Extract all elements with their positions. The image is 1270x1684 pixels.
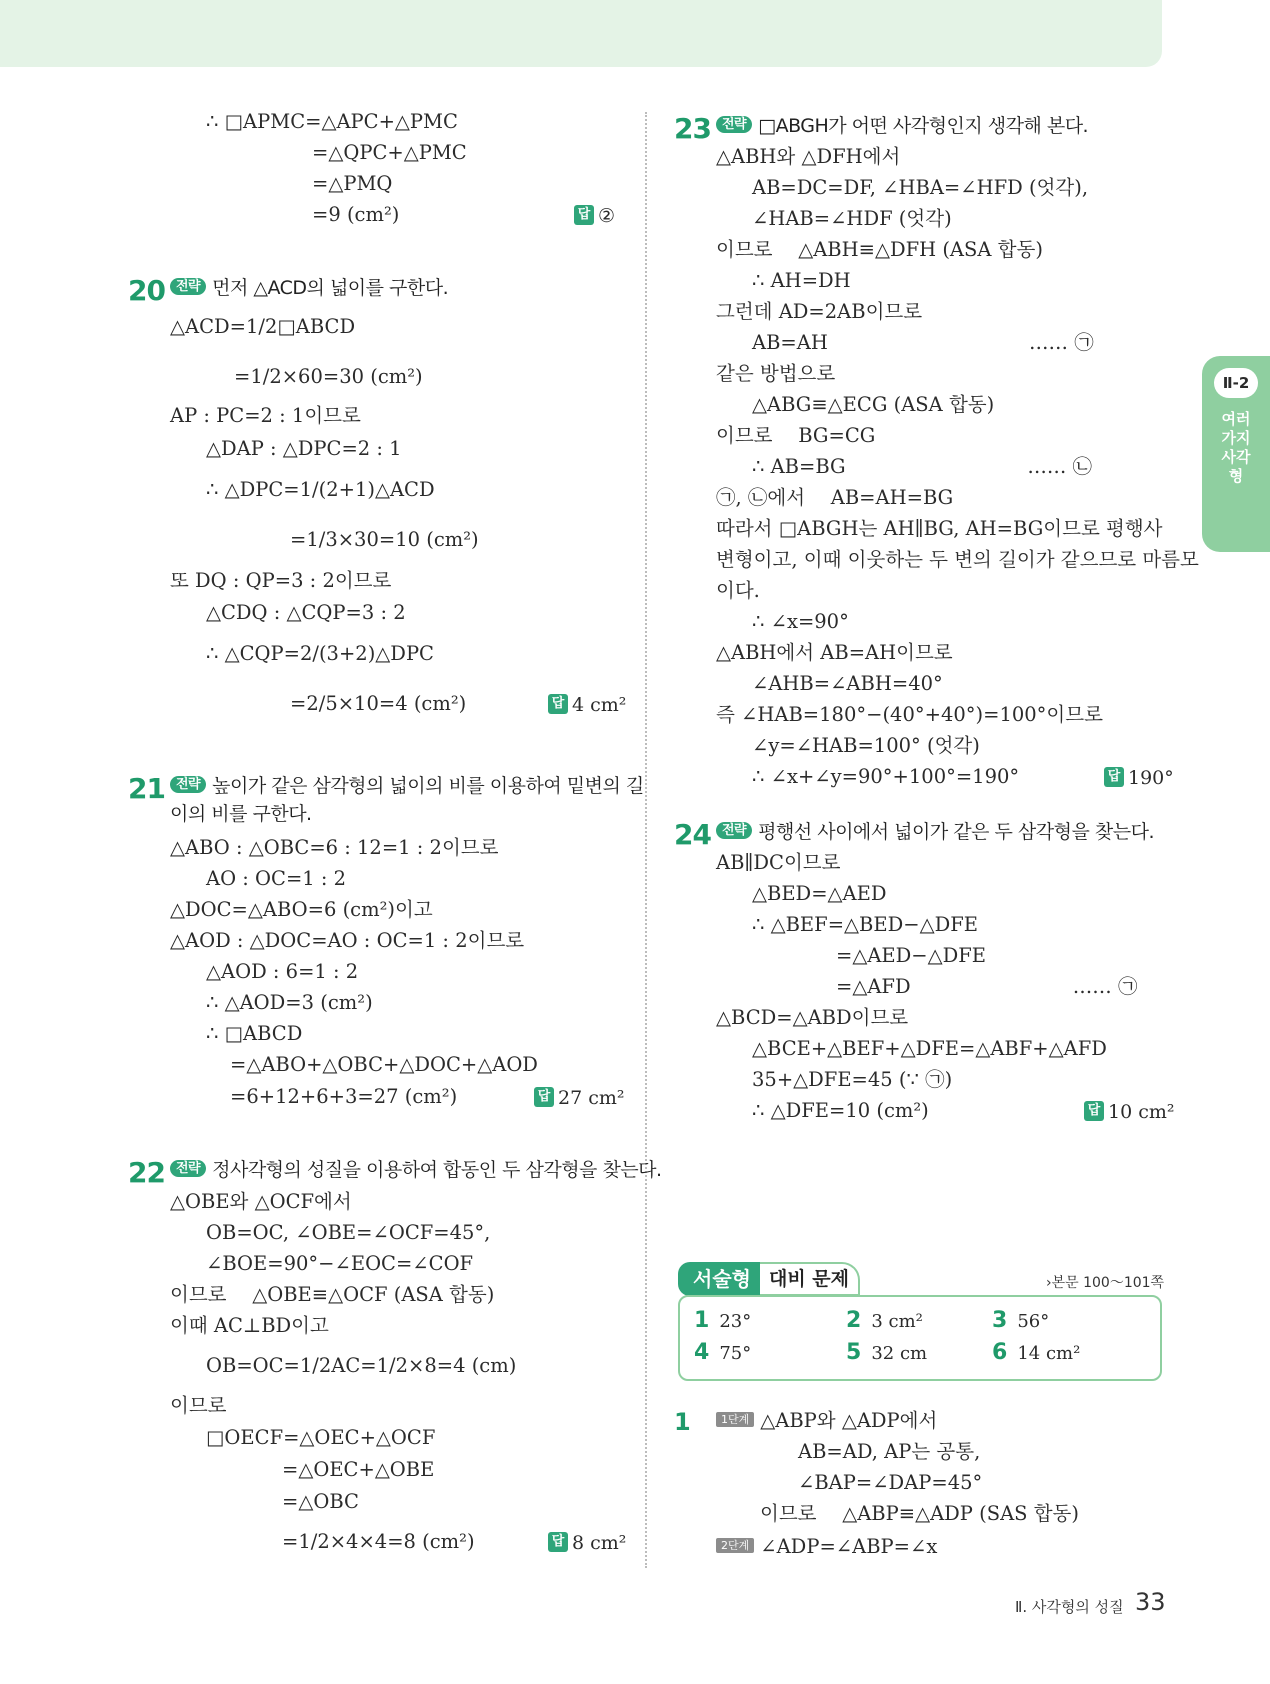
- p23-line: △ABH에서 AB=AH이므로: [716, 641, 953, 664]
- q1-line: 이므로 △ABP≡△ADP (SAS 합동): [760, 1502, 1079, 1525]
- p22-line: 이므로: [170, 1394, 227, 1417]
- p23-strategy: 전략 □ABGH가 어떤 사각형인지 생각해 본다.: [716, 117, 1088, 136]
- p24-line: △BCE+△BEF+△DFE=△ABF+△AFD: [752, 1037, 1107, 1060]
- p24-line: ∴ △BEF=△BED−△DFE: [752, 913, 978, 936]
- p23-answer: 답 190°: [1104, 767, 1174, 789]
- p23-line: △ABG≡△ECG (ASA 합동): [752, 393, 995, 416]
- p21-line: AO : OC=1 : 2: [206, 867, 347, 890]
- essay-page-ref: ›본문 100～101쪽: [1046, 1275, 1165, 1291]
- essay-answer-item: 5 32 cm: [846, 1340, 928, 1365]
- p23-line: ㉠, ㉡에서 AB=AH=BG: [716, 486, 954, 509]
- strategy-badge: 전략: [170, 1160, 206, 1177]
- p23-line: AB=AH …… ㉠: [752, 331, 1094, 354]
- p20-strategy: 전략 먼저 △ACD의 넓이를 구한다.: [170, 279, 448, 298]
- p23-line: ∠AHB=∠ABH=40°: [752, 672, 943, 695]
- p22-line: ∠BOE=90°−∠EOC=∠COF: [206, 1252, 474, 1275]
- p21-strategy: 전략 높이가 같은 삼각형의 넓이의 비를 이용하여 밑변의 길: [170, 777, 644, 796]
- chapter-title: 여러 가지 사각형: [1221, 410, 1251, 485]
- p23-line: 즉 ∠HAB=180°−(40°+40°)=100°이므로: [716, 703, 1103, 726]
- p22-line: △OBE와 △OCF에서: [170, 1190, 352, 1213]
- step-badge: 1단계: [716, 1412, 754, 1427]
- answer-mark-icon: 답: [1104, 767, 1124, 787]
- essay-answer-item: 6 14 cm²: [992, 1340, 1081, 1365]
- p23-line: ∴ AB=BG …… ㉡: [752, 455, 1093, 478]
- answer-mark-icon: 답: [548, 1532, 568, 1552]
- chevron-right-icon: ›: [1046, 1275, 1052, 1291]
- p20-line: ∴ △CQP=2/(3+2)△DPC: [206, 642, 434, 665]
- answer-mark-icon: 답: [534, 1087, 554, 1107]
- p20-line: AP : PC=2 : 1이므로: [170, 404, 361, 427]
- p20-line: =1/2×60=30 (cm²): [234, 365, 423, 388]
- p24-line: AB∥DC이므로: [716, 851, 841, 874]
- p21-line: =△ABO+△OBC+△DOC+△AOD: [230, 1053, 538, 1076]
- p24-answer: 답 10 cm²: [1084, 1101, 1175, 1123]
- strategy-badge: 전략: [716, 822, 752, 839]
- p21-line: ∴ △AOD=3 (cm²): [206, 991, 373, 1014]
- p24-line: △BED=△AED: [752, 882, 887, 905]
- essay-section-title: 서술형: [678, 1262, 766, 1296]
- p23-line: 이므로 BG=CG: [716, 424, 876, 447]
- p20-line: △ACD=1/2□ABCD: [170, 315, 356, 338]
- problem-number: 23: [674, 112, 711, 145]
- p20-line: =1/3×30=10 (cm²): [290, 528, 479, 551]
- p19-line: =9 (cm²): [312, 203, 400, 226]
- problem-number: 24: [674, 818, 711, 851]
- p22-line: OB=OC, ∠OBE=∠OCF=45°,: [206, 1221, 491, 1244]
- p23-line: AB=DC=DF, ∠HBA=∠HFD (엇각),: [752, 176, 1089, 199]
- chapter-number: Ⅱ-2: [1214, 368, 1258, 398]
- p23-line: ∠HAB=∠HDF (엇각): [752, 207, 952, 230]
- p23-line: ∴ ∠x=90°: [752, 610, 849, 633]
- strategy-badge: 전략: [716, 116, 752, 133]
- p19-line: =△PMQ: [312, 172, 393, 195]
- essay-answer-item: 4 75°: [694, 1340, 752, 1365]
- q1-line: AB=AD, AP는 공통,: [798, 1440, 981, 1463]
- p19-line: =△QPC+△PMC: [312, 141, 467, 164]
- p23-line: 같은 방법으로: [716, 362, 836, 385]
- answer-mark-icon: 답: [574, 205, 594, 225]
- p24-strategy: 전략 평행선 사이에서 넓이가 같은 두 삼각형을 찾는다.: [716, 823, 1154, 842]
- chapter-side-tab: [1202, 356, 1270, 552]
- p20-answer: 답 4 cm²: [548, 694, 626, 716]
- p23-line: ∴ AH=DH: [752, 269, 851, 292]
- p22-strategy: 전략 정사각형의 성질을 이용하여 합동인 두 삼각형을 찾는다.: [170, 1161, 662, 1180]
- p21-strategy-cont: 이의 비를 구한다.: [170, 803, 312, 825]
- p24-line: △BCD=△ABD이므로: [716, 1006, 909, 1029]
- p21-line: =6+12+6+3=27 (cm²): [230, 1085, 458, 1108]
- strategy-badge: 전략: [170, 776, 206, 793]
- answer-mark-icon: 답: [548, 694, 568, 714]
- p23-line: 이므로 △ABH≡△DFH (ASA 합동): [716, 238, 1043, 261]
- p22-line: □OECF=△OEC+△OCF: [206, 1426, 436, 1449]
- p23-line: 이다.: [716, 579, 760, 602]
- p21-line: △AOD : △DOC=AO : OC=1 : 2이므로: [170, 929, 525, 952]
- step-badge: 2단계: [716, 1538, 754, 1553]
- p23-line: ∴ ∠x+∠y=90°+100°=190°: [752, 765, 1020, 788]
- p19-line: ∴ □APMC=△APC+△PMC: [206, 110, 458, 133]
- header-band: [0, 0, 1162, 67]
- p23-line: 그런데 AD=2AB이므로: [716, 300, 923, 323]
- p20-line: =2/5×10=4 (cm²): [290, 692, 467, 715]
- p24-line: =△AED−△DFE: [836, 944, 987, 967]
- p23-line: 따라서 □ABGH는 AH∥BG, AH=BG이므로 평행사: [716, 517, 1163, 540]
- problem-number: 20: [128, 274, 165, 307]
- p24-line: 35+△DFE=45 (∵ ㉠): [752, 1068, 953, 1091]
- essay-answer-item: 2 3 cm²: [846, 1308, 923, 1333]
- p19-answer: 답 ②: [574, 205, 615, 227]
- p21-line: △AOD : 6=1 : 2: [206, 960, 359, 983]
- p21-line: △DOC=△ABO=6 (cm²)이고: [170, 898, 433, 921]
- p24-line: =△AFD …… ㉠: [836, 975, 1138, 998]
- q1-line: ∠BAP=∠DAP=45°: [798, 1471, 983, 1494]
- footer-chapter: Ⅱ. 사각형의 성질: [1015, 1598, 1124, 1616]
- p22-line: 이때 AC⊥BD이고: [170, 1314, 329, 1337]
- p21-line: △ABO : △OBC=6 : 12=1 : 2이므로: [170, 836, 499, 859]
- essay-section-subtitle: 대비 문제: [760, 1262, 860, 1296]
- essay-answer-item: 3 56°: [992, 1308, 1050, 1333]
- problem-number: 22: [128, 1156, 165, 1189]
- p23-line: △ABH와 △DFH에서: [716, 145, 901, 168]
- q1-line: 2단계 ∠ADP=∠ABP=∠x: [716, 1537, 937, 1557]
- p23-line: ∠y=∠HAB=100° (엇각): [752, 734, 980, 757]
- p22-line: =△OBC: [282, 1490, 359, 1513]
- strategy-badge: 전략: [170, 278, 206, 295]
- p20-line: △CDQ : △CQP=3 : 2: [206, 601, 406, 624]
- p21-line: ∴ □ABCD: [206, 1022, 303, 1045]
- problem-number: 21: [128, 772, 165, 805]
- column-divider: [645, 112, 647, 1568]
- p22-line: =1/2×4×4=8 (cm²): [282, 1530, 475, 1553]
- essay-answer-item: 1 23°: [694, 1308, 752, 1333]
- p21-answer: 답 27 cm²: [534, 1087, 625, 1109]
- q1-line: 1단계 △ABP와 △ADP에서: [716, 1411, 937, 1431]
- p23-line: 변형이고, 이때 이웃하는 두 변의 길이가 같으므로 마름모: [716, 548, 1199, 571]
- page-number: 33: [1135, 1588, 1166, 1616]
- p20-line: △DAP : △DPC=2 : 1: [206, 437, 402, 460]
- p24-line: ∴ △DFE=10 (cm²): [752, 1099, 929, 1122]
- p22-answer: 답 8 cm²: [548, 1532, 626, 1554]
- p22-line: 이므로 △OBE≡△OCF (ASA 합동): [170, 1283, 495, 1306]
- p22-line: OB=OC=1/2AC=1/2×8=4 (cm): [206, 1354, 517, 1377]
- p20-line: 또 DQ : QP=3 : 2이므로: [170, 569, 392, 592]
- problem-number: 1: [674, 1408, 690, 1436]
- p20-line: ∴ △DPC=1/(2+1)△ACD: [206, 478, 435, 501]
- p22-line: =△OEC+△OBE: [282, 1458, 435, 1481]
- answer-mark-icon: 답: [1084, 1101, 1104, 1121]
